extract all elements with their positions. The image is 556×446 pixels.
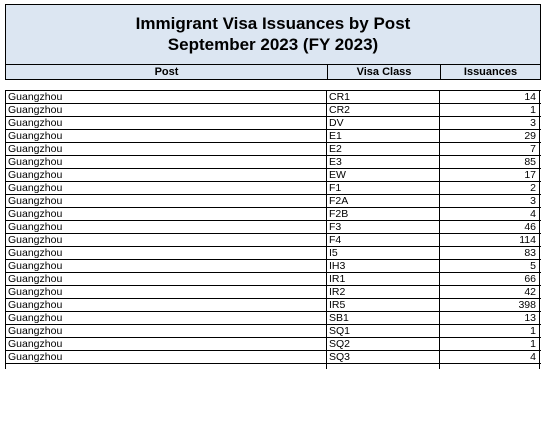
- table-row: [5, 195, 541, 208]
- issuances-cell: 17: [439, 169, 540, 181]
- post-cell: Guangzhou: [5, 104, 326, 116]
- header-spacer: [5, 80, 541, 91]
- issuances-cell: 29: [439, 130, 540, 142]
- clipped-next-row: [5, 364, 541, 369]
- report-title-box: [5, 4, 541, 65]
- table-row: [5, 234, 541, 247]
- issuances-cell: 398: [439, 299, 540, 311]
- table-row: [5, 260, 541, 273]
- visa-class-cell: SQ1: [326, 325, 439, 337]
- table-row: [5, 208, 541, 221]
- issuances-cell: 4: [439, 351, 540, 363]
- issuances-cell: 85: [439, 156, 540, 168]
- visa-class-cell: IR1: [326, 273, 439, 285]
- visa-class-cell: IH3: [326, 260, 439, 272]
- issuances-cell: 1: [439, 325, 540, 337]
- post-cell: Guangzhou: [5, 169, 326, 181]
- table-row: [5, 338, 541, 351]
- post-cell: Guangzhou: [5, 325, 326, 337]
- table-row: [5, 156, 541, 169]
- table-row: [5, 130, 541, 143]
- table-row: [5, 312, 541, 325]
- table-row: [5, 286, 541, 299]
- issuances-cell: 4: [439, 208, 540, 220]
- visa-class-cell: F4: [326, 234, 439, 246]
- issuances-cell: 3: [439, 195, 540, 207]
- issuances-cell: 83: [439, 247, 540, 259]
- visa-class-cell: SQ3: [326, 351, 439, 363]
- post-cell: Guangzhou: [5, 351, 326, 363]
- table-row: [5, 169, 541, 182]
- post-cell: Guangzhou: [5, 182, 326, 194]
- issuance-table-body: [5, 91, 541, 364]
- post-cell: Guangzhou: [5, 234, 326, 246]
- issuances-cell: 3: [439, 117, 540, 129]
- issuances-cell: 7: [439, 143, 540, 155]
- table-row: [5, 325, 541, 338]
- column-header-issuances: Issuances: [440, 65, 540, 79]
- post-cell: Guangzhou: [5, 130, 326, 142]
- visa-class-cell: CR1: [326, 91, 439, 103]
- visa-class-cell: IR2: [326, 286, 439, 298]
- issuances-cell: 42: [439, 286, 540, 298]
- clipped-post-cell: [5, 364, 326, 369]
- issuances-cell: 5: [439, 260, 540, 272]
- table-row: [5, 182, 541, 195]
- post-cell: Guangzhou: [5, 260, 326, 272]
- clipped-class-cell: [326, 364, 439, 369]
- issuances-cell: 1: [439, 338, 540, 350]
- table-row: [5, 273, 541, 286]
- post-cell: Guangzhou: [5, 247, 326, 259]
- post-cell: Guangzhou: [5, 117, 326, 129]
- column-header-post: Post: [154, 66, 179, 78]
- table-row: [5, 104, 541, 117]
- column-header-visa-class: Visa Class: [327, 65, 440, 79]
- table-row: [5, 117, 541, 130]
- visa-class-cell: F3: [326, 221, 439, 233]
- visa-class-cell: F1: [326, 182, 439, 194]
- visa-class-cell: CR2: [326, 104, 439, 116]
- table-row: [5, 247, 541, 260]
- visa-class-cell: I5: [326, 247, 439, 259]
- report-title: Immigrant Visa Issuances by Post: [135, 14, 411, 33]
- visa-class-cell: IR5: [326, 299, 439, 311]
- visa-class-cell: DV: [326, 117, 439, 129]
- issuances-cell: 66: [439, 273, 540, 285]
- visa-class-cell: EW: [326, 169, 439, 181]
- issuances-cell: 1: [439, 104, 540, 116]
- table-row: [5, 143, 541, 156]
- visa-class-cell: E3: [326, 156, 439, 168]
- visa-class-cell: E2: [326, 143, 439, 155]
- post-cell: Guangzhou: [5, 312, 326, 324]
- report-sheet: [5, 4, 541, 369]
- issuances-cell: 14: [439, 91, 540, 103]
- table-row: [5, 91, 541, 104]
- clipped-issuances-cell: [439, 364, 540, 369]
- post-cell: Guangzhou: [5, 195, 326, 207]
- post-cell: Guangzhou: [5, 299, 326, 311]
- post-cell: Guangzhou: [5, 221, 326, 233]
- issuances-cell: 13: [439, 312, 540, 324]
- post-cell: Guangzhou: [5, 143, 326, 155]
- report-subtitle: September 2023 (FY 2023): [167, 35, 379, 54]
- post-cell: Guangzhou: [5, 338, 326, 350]
- post-cell: Guangzhou: [5, 156, 326, 168]
- post-cell: Guangzhou: [5, 273, 326, 285]
- table-header: [5, 65, 541, 80]
- visa-class-cell: SB1: [326, 312, 439, 324]
- table-row: [5, 221, 541, 234]
- post-cell: Guangzhou: [5, 91, 326, 103]
- post-cell: Guangzhou: [5, 208, 326, 220]
- table-row: [5, 299, 541, 312]
- issuances-cell: 114: [439, 234, 540, 246]
- table-row: [5, 351, 541, 364]
- issuances-cell: 46: [439, 221, 540, 233]
- visa-class-cell: F2B: [326, 208, 439, 220]
- visa-class-cell: F2A: [326, 195, 439, 207]
- issuances-cell: 2: [439, 182, 540, 194]
- visa-class-cell: SQ2: [326, 338, 439, 350]
- post-cell: Guangzhou: [5, 286, 326, 298]
- visa-class-cell: E1: [326, 130, 439, 142]
